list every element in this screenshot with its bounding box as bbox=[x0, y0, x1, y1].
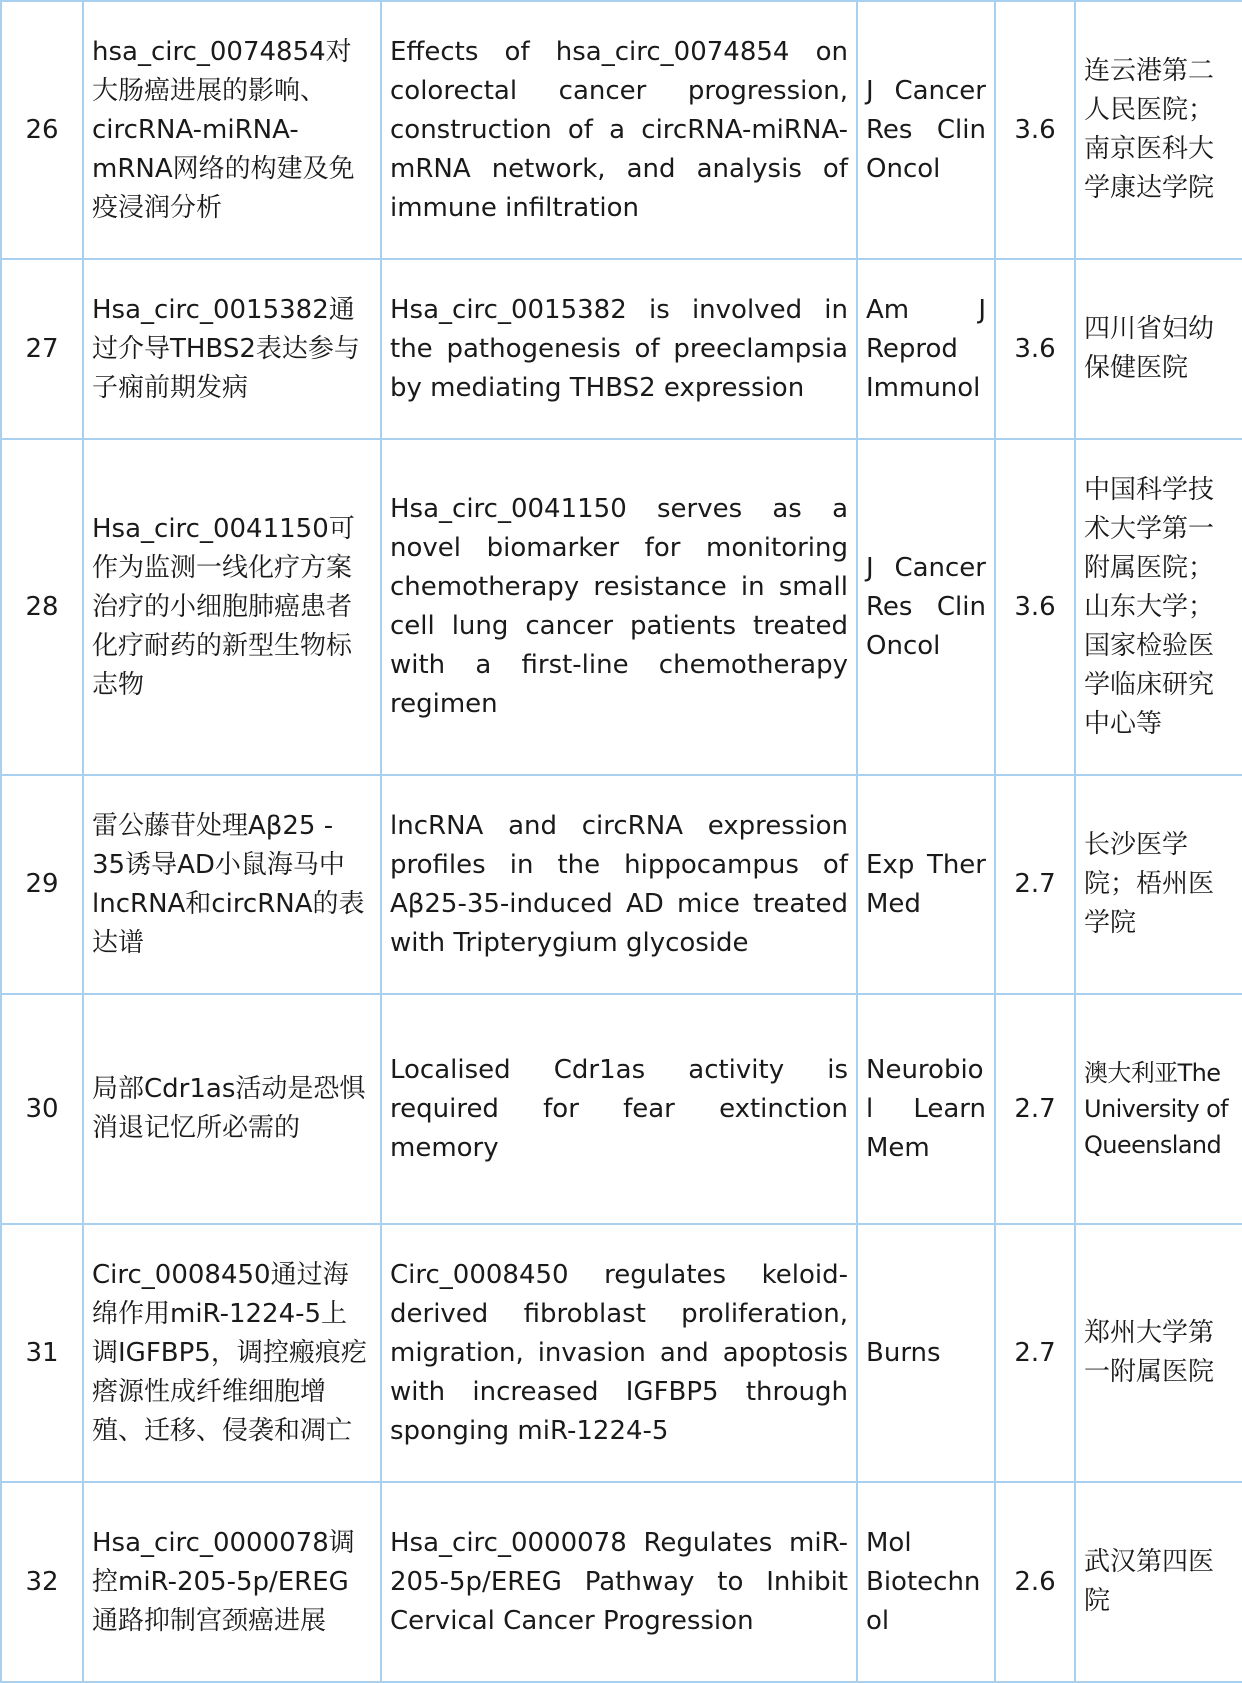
affiliation: 中国科学技术大学第一附属医院；山东大学；国家检验医学临床研究中心等 bbox=[1075, 439, 1242, 775]
table-row bbox=[1, 439, 1242, 775]
impact-factor: 2.7 bbox=[995, 775, 1075, 994]
journal-name: Am J Reprod Immunol bbox=[857, 259, 995, 439]
row-number: 26 bbox=[1, 1, 83, 259]
impact-factor: 3.6 bbox=[995, 259, 1075, 439]
affiliation: 连云港第二人民医院；南京医科大学康达学院 bbox=[1075, 1, 1242, 259]
impact-factor: 2.7 bbox=[995, 994, 1075, 1224]
table-row bbox=[1, 1482, 1242, 1682]
title-chinese: Circ_0008450通过海绵作用miR-1224-5上调IGFBP5，调控瘢痕疙瘩源性成纤维细胞增殖、迁移、侵袭和凋亡 bbox=[83, 1224, 381, 1482]
title-english: Hsa_circ_0000078 Regulates miR-205-5p/EREG Pathway to Inhibit Cervical Cancer Progression bbox=[381, 1482, 857, 1682]
impact-factor: 3.6 bbox=[995, 1, 1075, 259]
row-number: 28 bbox=[1, 439, 83, 775]
journal-name: Neurobiol Learn Mem bbox=[857, 994, 995, 1224]
impact-factor: 2.6 bbox=[995, 1482, 1075, 1682]
row-number: 31 bbox=[1, 1224, 83, 1482]
row-number: 29 bbox=[1, 775, 83, 994]
table-row bbox=[1, 994, 1242, 1224]
title-chinese: 雷公藤苷处理Aβ25 - 35诱导AD小鼠海马中lncRNA和circRNA的表达谱 bbox=[83, 775, 381, 994]
title-chinese: Hsa_circ_0000078调控miR-205-5p/EREG通路抑制宫颈癌进展 bbox=[83, 1482, 381, 1682]
journal-name: J Cancer Res Clin Oncol bbox=[857, 439, 995, 775]
impact-factor: 3.6 bbox=[995, 439, 1075, 775]
title-chinese: hsa_circ_0074854对大肠癌进展的影响、circRNA-miRNA-mRNA网络的构建及免疫浸润分析 bbox=[83, 1, 381, 259]
title-chinese: Hsa_circ_0015382通过介导THBS2表达参与子痫前期发病 bbox=[83, 259, 381, 439]
title-english: Circ_0008450 regulates keloid-derived fibroblast proliferation, migration, invasion and apoptosis with increased IGFBP5 through sponging miR-1224-5 bbox=[381, 1224, 857, 1482]
affiliation: 武汉第四医院 bbox=[1075, 1482, 1242, 1682]
row-number: 30 bbox=[1, 994, 83, 1224]
affiliation: 四川省妇幼保健医院 bbox=[1075, 259, 1242, 439]
affiliation: 长沙医学院；梧州医学院 bbox=[1075, 775, 1242, 994]
title-english: lncRNA and circRNA expression profiles in the hippocampus of Aβ25-35-induced AD mice treated with Tripterygium glycoside bbox=[381, 775, 857, 994]
title-english: Effects of hsa_circ_0074854 on colorectal cancer progression, construction of a circRNA-miRNA-mRNA network, and analysis of immune infiltration bbox=[381, 1, 857, 259]
journal-name: Exp Ther Med bbox=[857, 775, 995, 994]
title-chinese: Hsa_circ_0041150可作为监测一线化疗方案治疗的小细胞肺癌患者化疗耐药的新型生物标志物 bbox=[83, 439, 381, 775]
table-row bbox=[1, 259, 1242, 439]
table-row bbox=[1, 775, 1242, 994]
title-english: Hsa_circ_0041150 serves as a novel biomarker for monitoring chemotherapy resistance in small cell lung cancer patients treated with a first-line chemotherapy regimen bbox=[381, 439, 857, 775]
journal-name: Burns bbox=[857, 1224, 995, 1482]
title-chinese: 局部Cdr1as活动是恐惧消退记忆所必需的 bbox=[83, 994, 381, 1224]
impact-factor: 2.7 bbox=[995, 1224, 1075, 1482]
row-number: 27 bbox=[1, 259, 83, 439]
table-row bbox=[1, 1224, 1242, 1482]
journal-name: J Cancer Res Clin Oncol bbox=[857, 1, 995, 259]
journal-name: Mol Biotechnol bbox=[857, 1482, 995, 1682]
affiliation: 澳大利亚The University of Queensland bbox=[1075, 994, 1242, 1224]
table-row bbox=[1, 1, 1242, 259]
title-english: Localised Cdr1as activity is required for fear extinction memory bbox=[381, 994, 857, 1224]
affiliation: 郑州大学第一附属医院 bbox=[1075, 1224, 1242, 1482]
title-english: Hsa_circ_0015382 is involved in the pathogenesis of preeclampsia by mediating THBS2 expression bbox=[381, 259, 857, 439]
row-number: 32 bbox=[1, 1482, 83, 1682]
